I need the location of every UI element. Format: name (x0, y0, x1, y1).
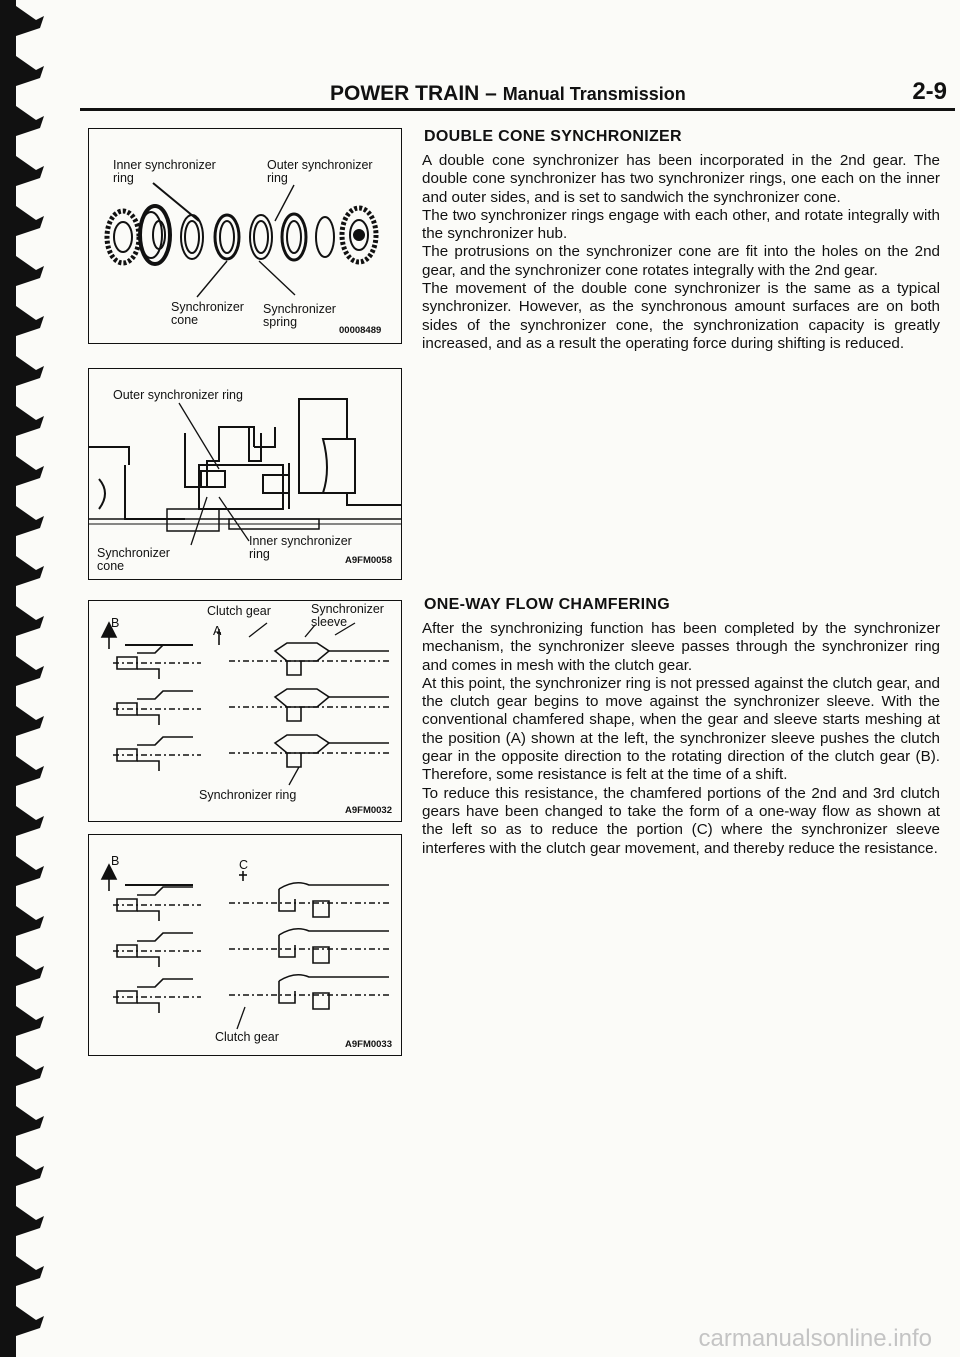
figure-cross-section (88, 368, 402, 580)
label-synchronizer-spring: Synchronizer spring (263, 302, 336, 329)
binding-notch (16, 256, 44, 286)
section-heading: ONE-WAY FLOW CHAMFERING (424, 596, 671, 613)
chamfer-tooth-line (137, 645, 193, 653)
figure-conventional-chamfer (88, 600, 402, 822)
label-clutch-gear: Clutch gear (207, 604, 271, 618)
chamfer-tooth-line (279, 889, 295, 911)
binding-notch (16, 356, 44, 386)
chamfer-tooth-line (279, 981, 295, 1003)
binding-notch (16, 1056, 44, 1086)
binding-notch (16, 156, 44, 186)
chamfer-tooth-line (287, 753, 301, 767)
chamfer-tooth-line (137, 1003, 159, 1013)
page-number: 2-9 (912, 78, 947, 105)
binding-notch (16, 306, 44, 336)
chamfer-tooth-line (137, 737, 193, 745)
page-title (330, 82, 686, 106)
chamfer-tooth-line (137, 933, 193, 941)
figure-code: 00008489 (339, 325, 382, 336)
binding-strip (0, 0, 48, 1357)
label-outer-synchronizer-ring: Outer synchronizer ring (267, 158, 373, 185)
binding-notch (16, 106, 44, 136)
chamfer-tooth-line (275, 735, 329, 753)
binding-notch (16, 1156, 44, 1186)
figure-synchronizer-parts (88, 128, 402, 344)
chamfer-tooth-line (275, 643, 329, 661)
binding-notch (16, 756, 44, 786)
chamfer-tooth-line (279, 929, 389, 935)
section-body: A double cone synchronizer has been incorporated in the 2nd gear. The double cone synchronizer has two synchronizer rings, one each on the inner and outer sides, and is set to sandwich the synchronizer cone. The two synchronizer rings engage with each other, and rotate integrally with the synchronizer hub. The protrusions on the synchronizer cone are fit into the holes on the 2nd gear, and the synchronizer cone rotates integrally with the 2nd gear. The movement of the double cone synchronizer is the same as a typical synchronizer. However, as the synchronous amount surfaces are on both sides of the synchronizer cone, the synchronization capacity is greatly increased, and as a result the operating force during shifting is reduced. (422, 152, 940, 352)
label-synchronizer-cone: Synchronizer cone (171, 300, 244, 327)
figure-one-way-chamfer (88, 834, 402, 1056)
binding-notch (16, 706, 44, 736)
label-synchronizer-cone: Synchronizer cone (97, 546, 170, 573)
binding-notch (16, 1106, 44, 1136)
figure-code: A9FM0033 (345, 1039, 392, 1050)
binding-notch (16, 6, 44, 36)
chamfer-tooth-line (275, 689, 329, 707)
chamfer-tooth-line (279, 975, 389, 981)
binding-notch (16, 606, 44, 636)
section-heading: DOUBLE CONE SYNCHRONIZER (424, 128, 682, 145)
chamfer-tooth-line (279, 935, 295, 957)
section-double-cone-synchronizer (422, 128, 940, 353)
label-position-a: A (213, 624, 222, 638)
label-direction-b: B (111, 854, 120, 868)
binding-notch (16, 1006, 44, 1036)
binding-notch (16, 56, 44, 86)
binding-notch (16, 1206, 44, 1236)
figure-code: A9FM0058 (345, 555, 392, 566)
chamfer-tooth-line (279, 883, 389, 889)
binding-notch (16, 1256, 44, 1286)
binding-notch (16, 506, 44, 536)
chamfer-tooth-line (137, 715, 159, 725)
label-synchronizer-ring: Synchronizer ring (199, 788, 297, 802)
page-header (80, 78, 955, 111)
label-inner-synchronizer-ring: Inner synchronizer ring (113, 158, 216, 185)
binding-notch (16, 206, 44, 236)
binding-notch (16, 806, 44, 836)
header-title-dash: – (479, 82, 503, 105)
header-title-main: POWER TRAIN (330, 82, 480, 105)
watermark: carmanualsonline.info (698, 1325, 932, 1352)
label-clutch-gear: Clutch gear (215, 1030, 279, 1044)
chamfer-tooth-line (137, 957, 159, 967)
chamfer-tooth-line (137, 669, 159, 679)
label-position-c: C (239, 858, 249, 872)
chamfer-tooth-line (287, 661, 301, 675)
chamfer-tooth-line (137, 691, 193, 699)
binding-notch (16, 856, 44, 886)
chamfer-tooth-line (137, 979, 193, 987)
section-one-way-flow-chamfering (422, 596, 940, 858)
label-inner-synchronizer-ring: Inner synchronizer ring (249, 534, 352, 561)
chamfer-tooth-line (137, 911, 159, 921)
binding-notch (16, 406, 44, 436)
binding-notch (16, 556, 44, 586)
figure-code: A9FM0032 (345, 805, 392, 816)
chamfer-tooth-line (137, 887, 193, 895)
section-body: After the synchronizing function has been completed by the synchronizer mechanism, the synchronizer sleeve passes through the synchronizer ring and comes in mesh with the clutch gear. At this point, the synchronizer ring is not pressed against the clutch gear, and the clutch gear begins to move against the synchronizer sleeve. With the conventional chamfered shape, when the gear and sleeve starts meshing at the position (A) shown at the left, the synchronizer sleeve pushes the clutch gear in the opposite direction to the rotating direction of the clutch gear (B). Therefore, some resistance is felt at the time of a shift. To reduce this resistance, the chamfered portions of the 2nd and 3rd clutch gears have been changed to take the form of a one-way flow as shown at the left so as to reduce the portion (C) where the synchronizer sleeve interferes with the clutch gear movement, and thereby reduce the resistance. (422, 620, 940, 857)
binding-notch (16, 956, 44, 986)
label-synchronizer-sleeve: Synchronizer sleeve (311, 602, 384, 629)
binding-notch (16, 1306, 44, 1336)
binding-notch (16, 906, 44, 936)
chamfer-tooth-line (287, 707, 301, 721)
binding-notch (16, 656, 44, 686)
chamfer-tooth-line (137, 761, 159, 771)
binding-notch (16, 456, 44, 486)
label-outer-synchronizer-ring: Outer synchronizer ring (113, 388, 243, 402)
header-subtitle: Manual Transmission (502, 84, 686, 104)
label-direction-b: B (111, 616, 120, 630)
